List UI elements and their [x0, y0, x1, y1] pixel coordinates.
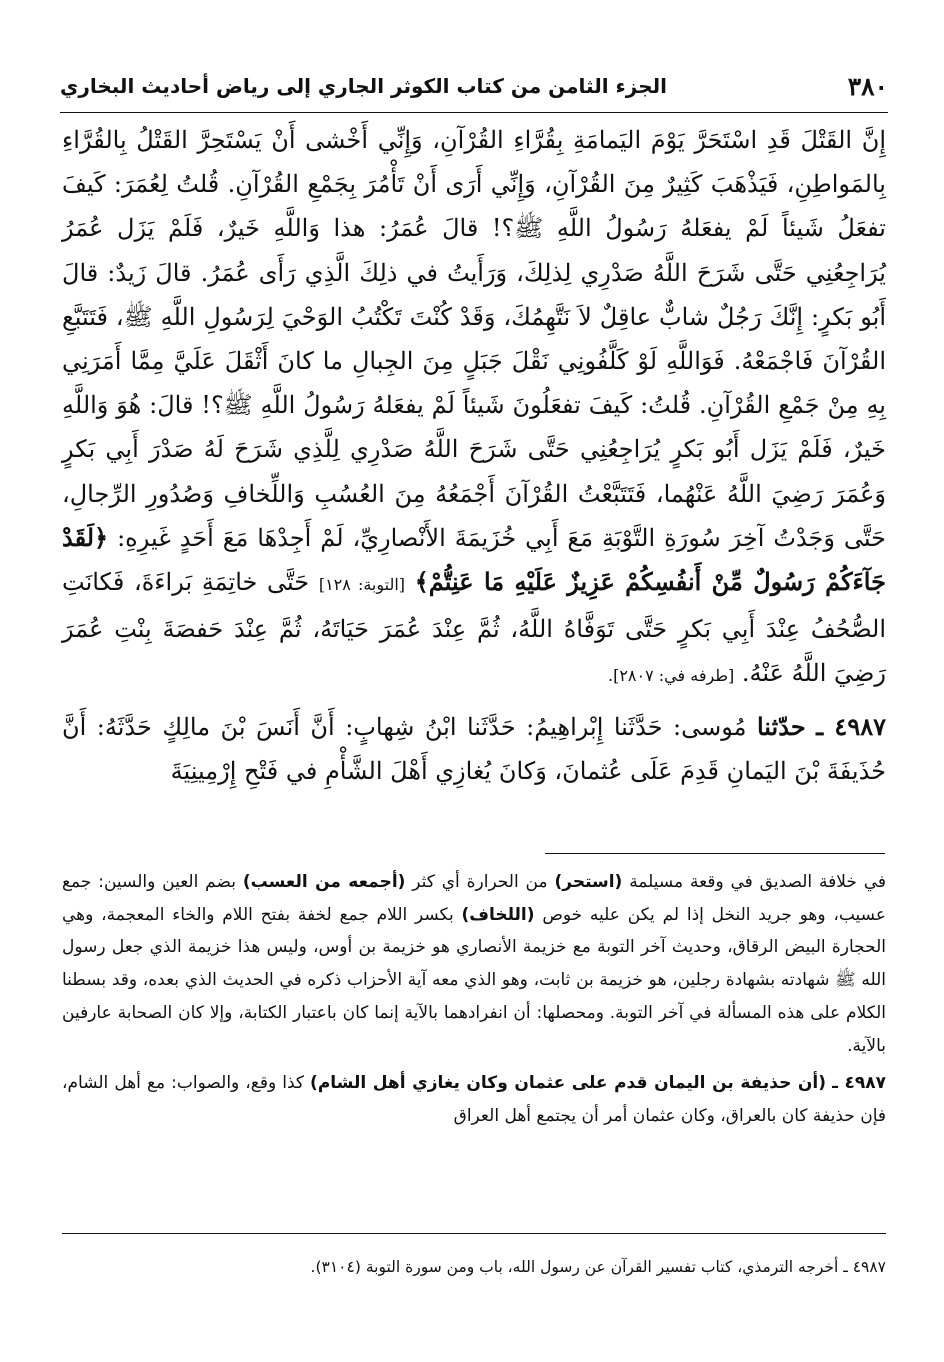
note-text: بضم العين والسين: جمع عسيب، وهو جريد النخل إذا لم يكن عليه خوص [62, 872, 886, 925]
hadith-closing: حَتَّى خاتِمَةِ بَراءَةَ، فَكانَتِ الصُّحُفُ عِنْدَ أَبِي بَكرٍ حَتَّى تَوَفَّاهُ اللَّهُ، ثُمَّ عِنْدَ عُمَرَ حَيَاتَهُ، ثُمَّ عِنْدَ حَفصَةَ بِنْتِ عُمَرَ رَضِيَ اللَّهُ عَنْهُ. [62, 568, 886, 688]
footnote-divider [62, 1233, 886, 1234]
note-number: ٤٩٨٧ ـ [832, 1073, 886, 1094]
hadith-4987-text: مُوسى: حَدَّثَنا إِبْراهِيمُ: حَدَّثَنا ابْنُ شِهابٍ: أَنَّ أَنَسَ بْنَ مالِكٍ حَدَّثَهُ: أَنَّ حُذَيفَةَ بْنَ اليَمانِ قَدِمَ عَلَى عُثمانَ، وَكانَ يُغازِي أَهْلَ الشَّأْمِ في فَتْحِ إِرْمِينِيَةَ [62, 712, 886, 785]
commentary-section [62, 866, 886, 1133]
commentary-note-4987 [62, 1067, 886, 1132]
hadith-lead: حدّثنا [756, 711, 806, 741]
header-divider [60, 112, 888, 113]
commentary-note [62, 866, 886, 1062]
main-text [62, 118, 886, 793]
note-text: كذا وقع، والصواب: مع أهل الشام، فإن حذيفة كان بالعراق، وكان عثمان أمر أن يجتمع أهل العراق [62, 1073, 886, 1126]
cross-reference: [طرفه في: ٢٨٠٧]. [607, 666, 735, 686]
hadith-number: ٤٩٨٧ ـ [816, 711, 886, 741]
page-number: ٣٨٠ [847, 71, 888, 101]
note-term: (أن حذيفة بن اليمان قدم على عثمان وكان يغازي أهل الشام) [310, 1073, 827, 1094]
running-header [60, 60, 888, 112]
note-term: (أجمعه من العسب) [242, 872, 406, 892]
note-term: (استحر) [554, 872, 623, 892]
note-text: بكسر اللام جمع لخفة بفتح اللام والخاء المعجمة، وهي الحجارة البيض الرقاق، وحديث آخر التوبة مع خزيمة الأنصاري هو خزيمة بن أوس، وليس هذا خزيمة الذي جعل رسول الله ﷺ شهادته بشهادة رجلين، هو خزيمة بن ثابت، وهو الذي معه آية الأحزاب ذكره في الحديث الذي بعده، وقد بسطنا الكلام على هذه المسألة في آخر التوبة. ومحصلها: أن انفرادهما بالآية إنما كان باعتبار الكتابة، وإلا كان الصحابة عارفين بالآية. [62, 904, 886, 1056]
hadith-4987-paragraph [62, 705, 886, 793]
footnote: ٤٩٨٧ ـ أخرجه الترمذي، كتاب تفسير القرآن عن رسول الله، باب ومن سورة التوبة (٣١٠٤). [310, 1258, 886, 1276]
hadith-paragraph [62, 118, 886, 699]
quran-verse: ﴿لَقَدْ جَآءَكُمْ رَسُولٌ مِّنْ أَنفُسِكُمْ عَزِيزٌ عَلَيْهِ مَا عَنِتُّمْ﴾ [62, 522, 886, 597]
verse-reference: [التوبة: ١٢٨] [318, 575, 406, 595]
note-text: في خلافة الصديق في وقعة مسيلمة [629, 872, 887, 892]
hadith-text: إِنَّ القَتْلَ قَدِ اسْتَحَرَّ يَوْمَ اليَمامَةِ بِقُرَّاءِ القُرْآنِ، وَإِنِّي أَخْشى أَنْ يَسْتَحِرَّ القَتْلُ بِالقُرَّاءِ بِالمَواطِنِ، فَيَذْهَبَ كَثِيرٌ مِنَ القُرْآنِ، وَإِنِّي أَرَى أَنْ تَأْمُرَ بِجَمْعِ القُرْآنِ. قُلتُ لِعُمَرَ: كَيفَ تفعَلُ شَيئاً لَمْ يفعَلهُ رَسُولُ اللَّهِ ﷺ؟! قالَ عُمَرُ: هذا وَاللَّهِ خَيرٌ، فَلَمْ يَزَل عُمَرُ يُرَاجِعُنِي حَتَّى شَرَحَ اللَّهُ صَدْرِي لِذلِكَ، وَرَأَيتُ في ذلِكَ الَّذِي رَأَى عُمَرُ. قالَ زَيدٌ: قالَ أَبُو بَكرٍ: إِنَّكَ رَجُلٌ شابٌّ عاقِلٌ لاَ نَتَّهِمُكَ، وَقَدْ كُنْتَ تَكْتُبُ الوَحْيَ لِرَسُولِ اللَّهِ ﷺ، فَتَتَبَّعِ القُرْآنَ فَاجْمَعْهُ. فَوَاللَّهِ لَوْ كَلَّفُونِي نَقْلَ جَبَلٍ مِنَ الجِبالِ ما كانَ أَثْقَلَ عَلَيَّ مِمَّا أَمَرَنِي بِهِ مِنْ جَمْعِ القُرْآنِ. قُلتُ: كَيفَ تفعَلُونَ شَيئاً لَمْ يفعَلهُ رَسُولُ اللَّهِ ﷺ؟! قالَ: هُوَ وَاللَّهِ خَيرٌ، فَلَمْ يَزَل أَبُو بَكرٍ يُرَاجِعُنِي حَتَّى شَرَحَ اللَّهُ صَدْرِي لِلَّذِي شَرَحَ لَهُ صَدْرَ أَبِي بَكرٍ وَعُمَرَ رَضِيَ اللَّهُ عَنْهُما، فَتَتَبَّعْتُ القُرْآنَ أَجْمَعُهُ مِنَ العُسُبِ وَاللِّخافِ وَصُدُورِ الرِّجالِ، حَتَّى وَجَدْتُ آخِرَ سُورَةِ التَّوْبَةِ مَعَ أَبِي خُزَيمَةَ الأَنْصارِيِّ، لَمْ أَجِدْهَا مَعَ أَحَدٍ غَيرِهِ: [62, 126, 886, 552]
running-title: الجزء الثامن من كتاب الكوثر الجاري إلى رياض أحاديث البخاري [60, 74, 667, 98]
note-text: من الحرارة أي كثر [412, 872, 548, 892]
commentary-divider [545, 853, 885, 854]
note-term: (اللخاف) [461, 904, 535, 925]
